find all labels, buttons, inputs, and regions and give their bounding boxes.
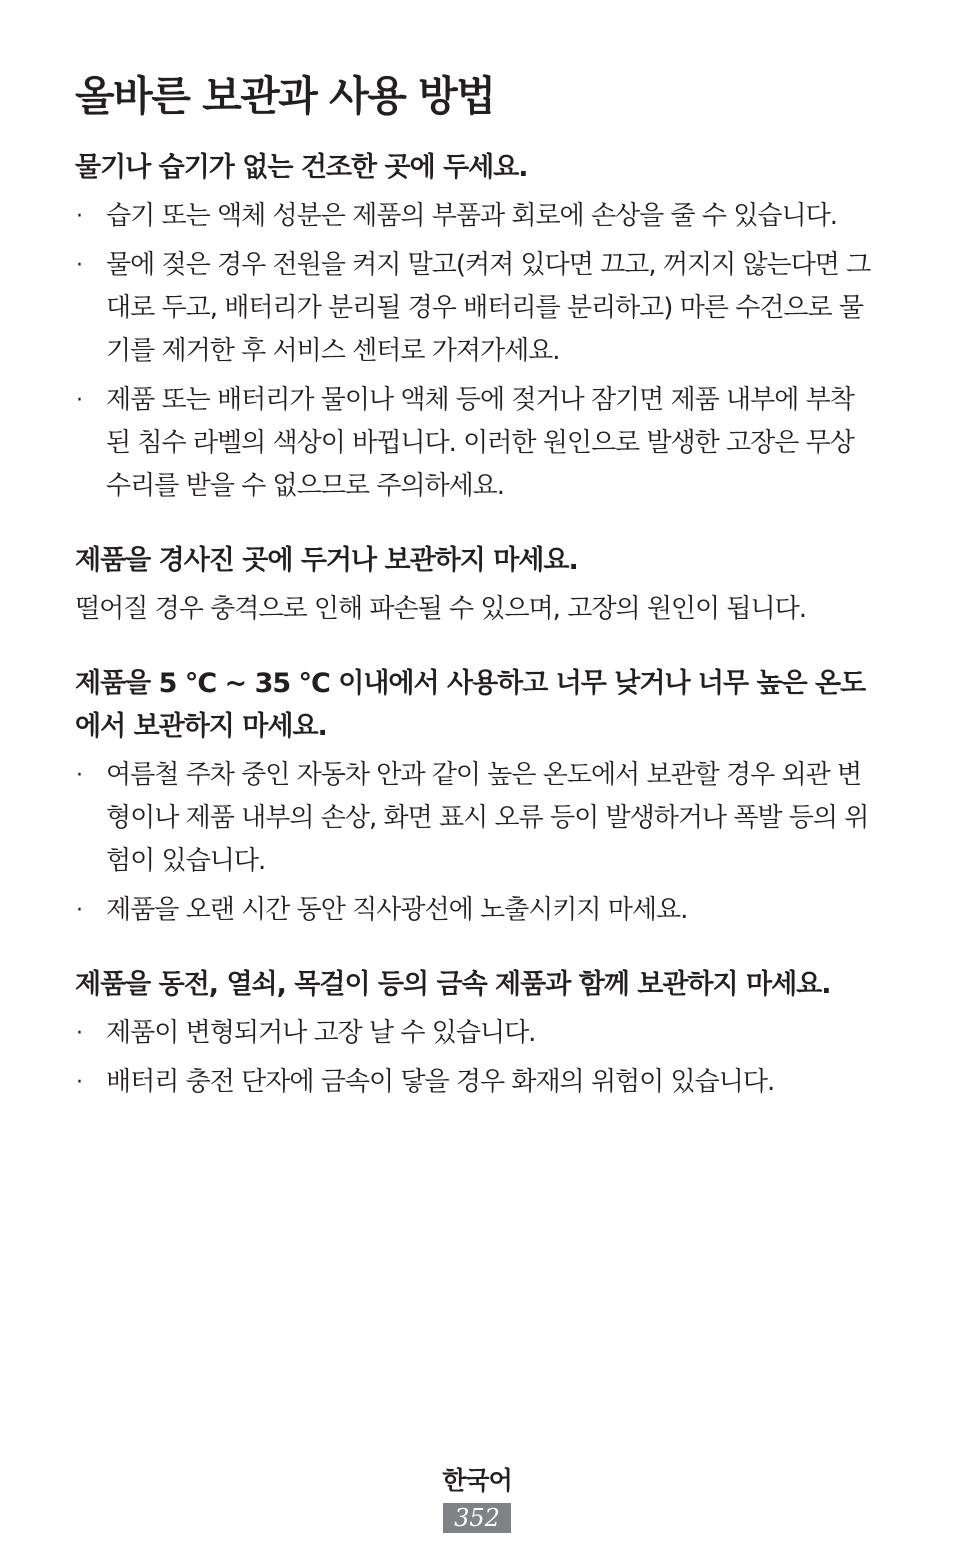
section-metal-objects	[75, 963, 875, 1104]
list-item-text: 제품을 오랜 시간 동안 직사광선에 노출시키지 마세요.	[106, 895, 688, 925]
section-paragraph: 떨어질 경우 충격으로 인해 파손될 수 있으며, 고장의 원인이 됩니다.	[75, 594, 807, 624]
section-heading: 제품을 5 °C ~ 35 °C 이내에서 사용하고 너무 낮거나 너무 높은 온도에서 보관하지 마세요.	[75, 668, 866, 742]
main-content	[75, 146, 875, 1135]
list-item-text: 제품 또는 배터리가 물이나 액체 등에 젖거나 잠기면 제품 내부에 부착된 침수 라벨의 색상이 바뀝니다. 이러한 원인으로 발생한 고장은 무상 수리를 받을 수 없으므로 주의하세요.	[106, 385, 854, 501]
section-keep-dry	[75, 146, 875, 508]
list-item	[75, 195, 875, 238]
section-heading: 제품을 경사진 곳에 두거나 보관하지 마세요.	[75, 545, 578, 576]
bullet-dot-icon: ·	[76, 253, 82, 278]
section-temperature	[75, 662, 875, 932]
list-item	[75, 754, 875, 883]
page-title: 올바른 보관과 사용 방법	[75, 72, 495, 120]
list-item	[75, 1061, 875, 1104]
list-item-text: 여름철 주차 중인 자동차 안과 같이 높은 온도에서 보관할 경우 외관 변형이나 제품 내부의 손상, 화면 표시 오류 등이 발생하거나 폭발 등의 위험이 있습니다.	[106, 760, 869, 876]
list-item	[75, 1012, 875, 1055]
list-item	[75, 379, 875, 508]
bullet-dot-icon: ·	[76, 204, 82, 229]
bullet-list	[75, 754, 875, 932]
list-item-text: 습기 또는 액체 성분은 제품의 부품과 회로에 손상을 줄 수 있습니다.	[106, 201, 838, 231]
bullet-list	[75, 195, 875, 508]
page-footer	[0, 1462, 954, 1533]
section-heading: 제품을 동전, 열쇠, 목걸이 등의 금속 제품과 함께 보관하지 마세요.	[75, 969, 831, 1000]
section-no-slope	[75, 539, 875, 631]
bullet-dot-icon: ·	[76, 1070, 82, 1095]
bullet-dot-icon: ·	[76, 898, 82, 923]
list-item	[75, 244, 875, 373]
footer-language-label: 한국어	[442, 1466, 512, 1495]
list-item	[75, 889, 875, 932]
bullet-dot-icon: ·	[76, 763, 82, 788]
bullet-dot-icon: ·	[76, 388, 82, 413]
section-heading: 물기나 습기가 없는 건조한 곳에 두세요.	[75, 152, 528, 183]
list-item-text: 제품이 변형되거나 고장 날 수 있습니다.	[106, 1018, 536, 1048]
bullet-list	[75, 1012, 875, 1104]
list-item-text: 배터리 충전 단자에 금속이 닿을 경우 화재의 위험이 있습니다.	[106, 1067, 775, 1097]
bullet-dot-icon: ·	[76, 1021, 82, 1046]
page-number-badge: 352	[443, 1503, 511, 1533]
list-item-text: 물에 젖은 경우 전원을 켜지 말고(켜져 있다면 끄고, 꺼지지 않는다면 그대로 두고, 배터리가 분리될 경우 배터리를 분리하고) 마른 수건으로 물기를 제거한 후 서비스 센터로 가져가세요.	[106, 250, 871, 366]
